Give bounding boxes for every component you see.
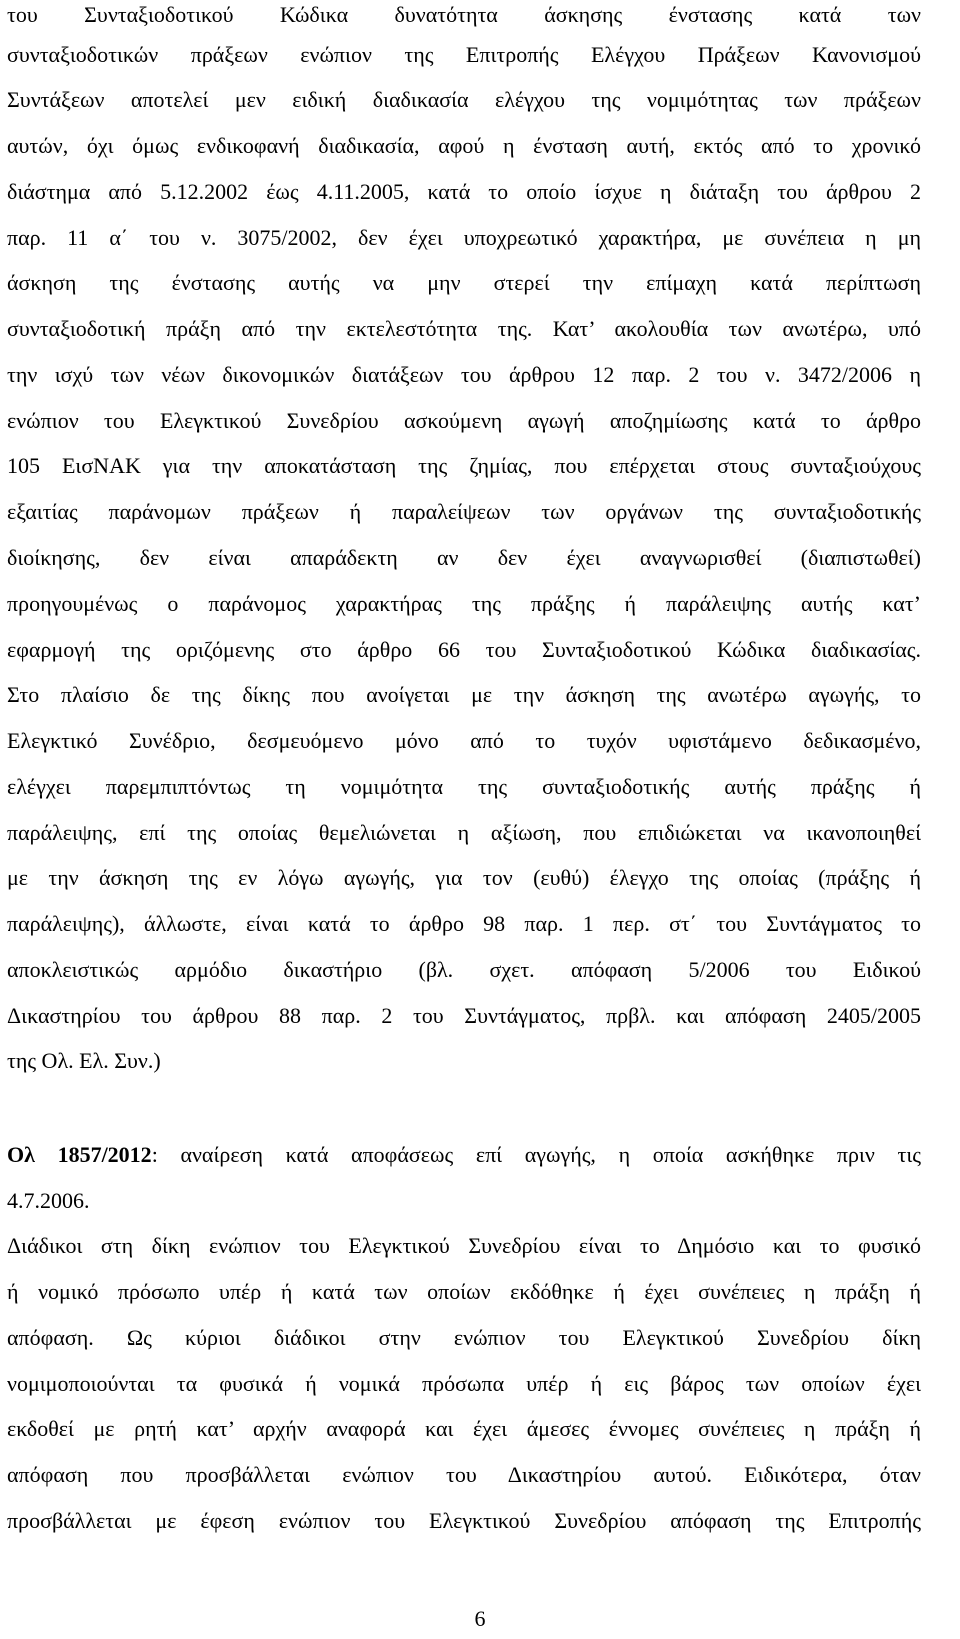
text-line: Ελεγκτικό Συνέδριο, δεσμευόμενο μόνο από το τυχόν υφιστάμενο δεδικασμένο, [7,728,921,753]
page-number: 6 [474,1606,486,1631]
text-line: του Συνταξιοδοτικού Κώδικα δυνατότητα άσκησης ένστασης κατά των [7,2,921,27]
ruling-text: : αναίρεση κατά αποφάσεως επί αγωγής, η οποία ασκήθηκε πριν τις [151,1142,921,1167]
text-line: ελέγχει παρεμπιπτόντως τη νομιμότητα της συνταξιοδοτικής αυτής πράξης ή [7,774,921,799]
text-line: διάστημα από 5.12.2002 έως 4.11.2005, κατά το οποίο ίσχυε η διάταξη του άρθρου 2 [7,179,921,204]
text-line: απόφαση που προσβάλλεται ενώπιον του Δικαστηρίου αυτού. Ειδικότερα, όταν [7,1462,921,1487]
text-line: διοίκησης, δεν είναι απαράδεκτη αν δεν έχει αναγνωρισθεί (διαπιστωθεί) [7,545,921,570]
text-line: την ισχύ των νέων δικονομικών διατάξεων του άρθρου 12 παρ. 2 του ν. 3472/2006 η [7,362,921,387]
text-line: Στο πλαίσιο δε της δίκης που ανοίγεται με την άσκηση της ανωτέρω αγωγής, το [7,682,921,707]
text-line: απόφαση. Ως κύριοι διάδικοι στην ενώπιον του Ελεγκτικού Συνεδρίου δίκη [7,1325,921,1350]
text-line: της Ολ. Ελ. Συν.) [7,1048,161,1073]
text-line: ενώπιον του Ελεγκτικού Συνεδρίου ασκούμενη αγωγή αποζημίωσης κατά το άρθρο [7,408,921,433]
text-line: Δικαστηρίου του άρθρου 88 παρ. 2 του Συντάγματος, πρβλ. και απόφαση 2405/2005 [7,1003,921,1028]
text-line: αποκλειστικώς αρμόδιο δικαστήριο (βλ. σχετ. απόφαση 5/2006 του Ειδικού [7,957,921,982]
text-line: συνταξιοδοτικών πράξεων ενώπιον της Επιτροπής Ελέγχου Πράξεων Κανονισμού [7,42,921,67]
ruling-line [7,1142,921,1168]
text-line: Διάδικοι στη δίκη ενώπιον του Ελεγκτικού Συνεδρίου είναι το Δημόσιο και το φυσικό [7,1233,921,1258]
text-line: προηγουμένως ο παράνομος χαρακτήρας της πράξης ή παράλειψης αυτής κατ’ [7,591,921,616]
text-line: εφαρμογή της οριζόμενης στο άρθρο 66 του Συνταξιοδοτικού Κώδικα διαδικασίας. [7,637,921,662]
text-line: προσβάλλεται με έφεση ενώπιον του Ελεγκτικού Συνεδρίου απόφαση της Επιτροπής [7,1508,921,1533]
text-line: Συντάξεων αποτελεί μεν ειδική διαδικασία ελέγχου της νομιμότητας των πράξεων [7,87,921,112]
text-line: 4.7.2006. [7,1188,90,1213]
text-line: εξαιτίας παράνομων πράξεων ή παραλείψεων των οργάνων της συνταξιοδοτικής [7,499,921,524]
text-line: παρ. 11 α΄ του ν. 3075/2002, δεν έχει υποχρεωτικό χαρακτήρα, με συνέπεια η μη [7,225,921,250]
text-line: άσκηση της ένστασης αυτής να μην στερεί την επίμαχη κατά περίπτωση [7,270,921,295]
ruling-reference: Ολ 1857/2012 [7,1142,152,1167]
text-line: νομιμοποιούνται τα φυσικά ή νομικά πρόσωπα υπέρ ή εις βάρος των οποίων έχει [7,1371,921,1396]
text-line: ή νομικό πρόσωπο υπέρ ή κατά των οποίων εκδόθηκε ή έχει συνέπειες η πράξη ή [7,1279,921,1304]
text-line: αυτών, όχι όμως ενδικοφανή διαδικασία, αφού η ένσταση αυτή, εκτός από το χρονικό [7,133,921,158]
text-line: 105 ΕισΝΑΚ για την αποκατάσταση της ζημίας, που επέρχεται στους συνταξιούχους [7,453,921,478]
text-line: συνταξιοδοτική πράξη από την εκτελεστότητα της. Κατ’ ακολουθία των ανωτέρω, υπό [7,316,921,341]
text-line: εκδοθεί με ρητή κατ’ αρχήν αναφορά και έχει άμεσες έννομες συνέπειες η πράξη ή [7,1416,921,1441]
text-line: παράλειψης, επί της οποίας θεμελιώνεται η αξίωση, που επιδιώκεται να ικανοποιηθεί [7,820,921,845]
text-line: παράλειψης), άλλωστε, είναι κατά το άρθρο 98 παρ. 1 περ. στ΄ του Συντάγματος το [7,911,921,936]
text-line: με την άσκηση της εν λόγω αγωγής, για τον (ευθύ) έλεγχο της οποίας (πράξης ή [7,865,921,890]
